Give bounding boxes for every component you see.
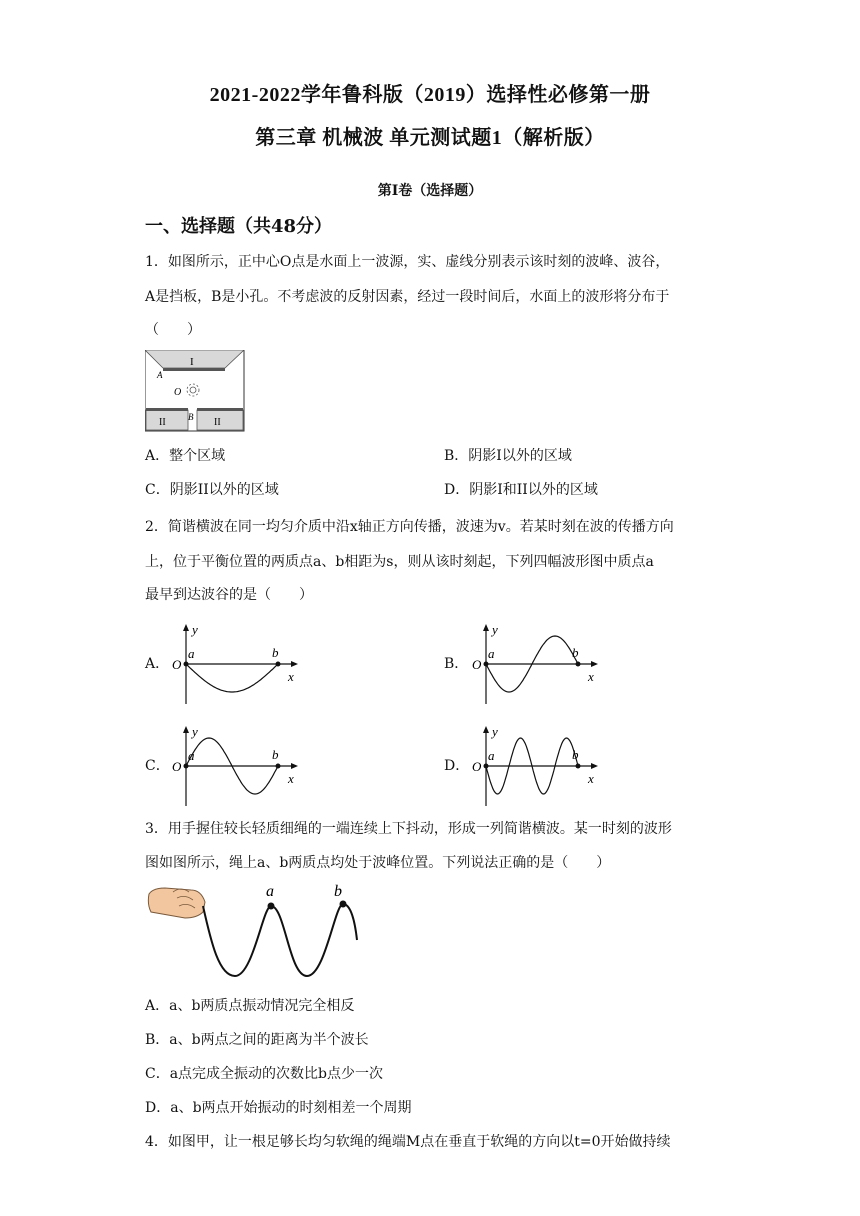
shade-region-II-left bbox=[146, 410, 188, 430]
point-a bbox=[268, 903, 275, 910]
point-b bbox=[576, 764, 581, 769]
q2-text-line-1: 2．简谐横波在同一均匀介质中沿x轴正方向传播，波速为v。若某时刻在波的传播方向 bbox=[145, 519, 674, 535]
point-a bbox=[184, 662, 189, 667]
volume-heading: 第Ⅰ卷（选择题） bbox=[377, 183, 483, 199]
label-II-left: II bbox=[159, 417, 166, 428]
b-label: b bbox=[572, 747, 579, 762]
q1-text-line-1: 1．如图所示，正中心O点是水面上一波源，实、虚线分别表示该时刻的波峰、波谷， bbox=[145, 254, 670, 270]
b-label: b bbox=[272, 645, 279, 660]
q3-option-a: A．a、b两质点振动情况完全相反 bbox=[145, 998, 355, 1014]
y-axis-arrow bbox=[483, 726, 489, 733]
rope-wave bbox=[203, 904, 357, 976]
a-label: a bbox=[488, 748, 495, 763]
a-label: a bbox=[488, 646, 495, 661]
point-b bbox=[276, 662, 281, 667]
q3-option-d: D．a、b两点开始振动的时刻相差一个周期 bbox=[145, 1100, 412, 1116]
a-label: a bbox=[188, 748, 195, 763]
point-a bbox=[484, 662, 489, 667]
label-II-right: II bbox=[214, 417, 221, 428]
y-label: y bbox=[192, 724, 198, 739]
x-label: x bbox=[588, 669, 594, 684]
q2-graph-c bbox=[170, 724, 305, 809]
label-b: b bbox=[334, 883, 342, 900]
q1-option-a: A．整个区域 bbox=[145, 448, 226, 464]
q3-figure bbox=[145, 882, 365, 982]
y-axis-arrow bbox=[183, 624, 189, 631]
point-b bbox=[340, 901, 347, 908]
origin-label: O bbox=[172, 657, 182, 672]
y-axis-arrow bbox=[483, 624, 489, 631]
label-O: O bbox=[174, 387, 182, 398]
q4-text-line-1: 4．如图甲，让一根足够长均匀软绳的绳端M点在垂直于软绳的方向以t=0开始做持续 bbox=[145, 1134, 671, 1150]
origin-label: O bbox=[172, 759, 182, 774]
hand-illustration bbox=[148, 888, 205, 918]
q2-graph-a bbox=[170, 622, 305, 707]
q1-text-line-2: A是挡板，B是小孔。不考虑波的反射因素，经过一段时间后，水面上的波形将分布于 bbox=[145, 289, 670, 305]
x-label: x bbox=[588, 771, 594, 786]
q1-text-line-3: （ ） bbox=[145, 322, 201, 338]
point-b bbox=[276, 764, 281, 769]
label-I: I bbox=[190, 356, 194, 368]
section-heading: 一、选择题（共48分） bbox=[145, 216, 333, 237]
origin-label: O bbox=[472, 759, 482, 774]
q1-option-b: B．阴影I以外的区域 bbox=[444, 448, 572, 464]
q3-option-c: C．a点完成全振动的次数比b点少一次 bbox=[145, 1066, 384, 1082]
title-line-1: 2021-2022学年鲁科版（2019）选择性必修第一册 bbox=[209, 84, 651, 106]
a-label: a bbox=[188, 646, 195, 661]
y-label: y bbox=[492, 622, 498, 637]
y-label: y bbox=[192, 622, 198, 637]
x-axis-arrow bbox=[291, 661, 298, 667]
title-line-2: 第三章 机械波 单元测试题1（解析版） bbox=[255, 127, 605, 149]
q2-option-a-label: A． bbox=[145, 656, 170, 672]
origin-label: O bbox=[472, 657, 482, 672]
q2-text-line-2: 上，位于平衡位置的两质点a、b相距为s，则从该时刻起，下列四幅波形图中质点a bbox=[145, 554, 654, 570]
q1-figure bbox=[145, 350, 245, 432]
q2-graph-b bbox=[470, 622, 605, 707]
q3-option-b: B．a、b两点之间的距离为半个波长 bbox=[145, 1032, 369, 1048]
q2-option-b-label: B． bbox=[444, 656, 469, 672]
x-label: x bbox=[288, 771, 294, 786]
y-axis-arrow bbox=[183, 726, 189, 733]
label-B: B bbox=[188, 412, 194, 422]
wave-curve bbox=[186, 664, 278, 692]
q3-text-line-1: 3．用手握住较长轻质细绳的一端连续上下抖动，形成一列简谐横波。某一时刻的波形 bbox=[145, 821, 672, 837]
x-axis-arrow bbox=[591, 661, 598, 667]
label-A: A bbox=[157, 370, 163, 380]
point-b bbox=[576, 662, 581, 667]
q2-text-line-3: 最早到达波谷的是（ ） bbox=[145, 587, 313, 603]
label-a: a bbox=[266, 883, 274, 900]
q2-option-c-label: C． bbox=[145, 758, 170, 774]
q2-graph-d bbox=[470, 724, 605, 809]
q3-text-line-2: 图如图所示，绳上a、b两质点均处于波峰位置。下列说法正确的是（ ） bbox=[145, 855, 611, 871]
q2-option-d-label: D． bbox=[444, 758, 470, 774]
b-label: b bbox=[572, 645, 579, 660]
q1-option-c: C．阴影II以外的区域 bbox=[145, 482, 279, 498]
x-label: x bbox=[288, 669, 294, 684]
x-axis-arrow bbox=[291, 763, 298, 769]
barrier-A bbox=[163, 368, 225, 371]
y-label: y bbox=[492, 724, 498, 739]
point-a bbox=[484, 764, 489, 769]
q1-option-d: D．阴影I和II以外的区域 bbox=[444, 482, 598, 498]
b-label: b bbox=[272, 747, 279, 762]
x-axis-arrow bbox=[591, 763, 598, 769]
point-a bbox=[184, 764, 189, 769]
